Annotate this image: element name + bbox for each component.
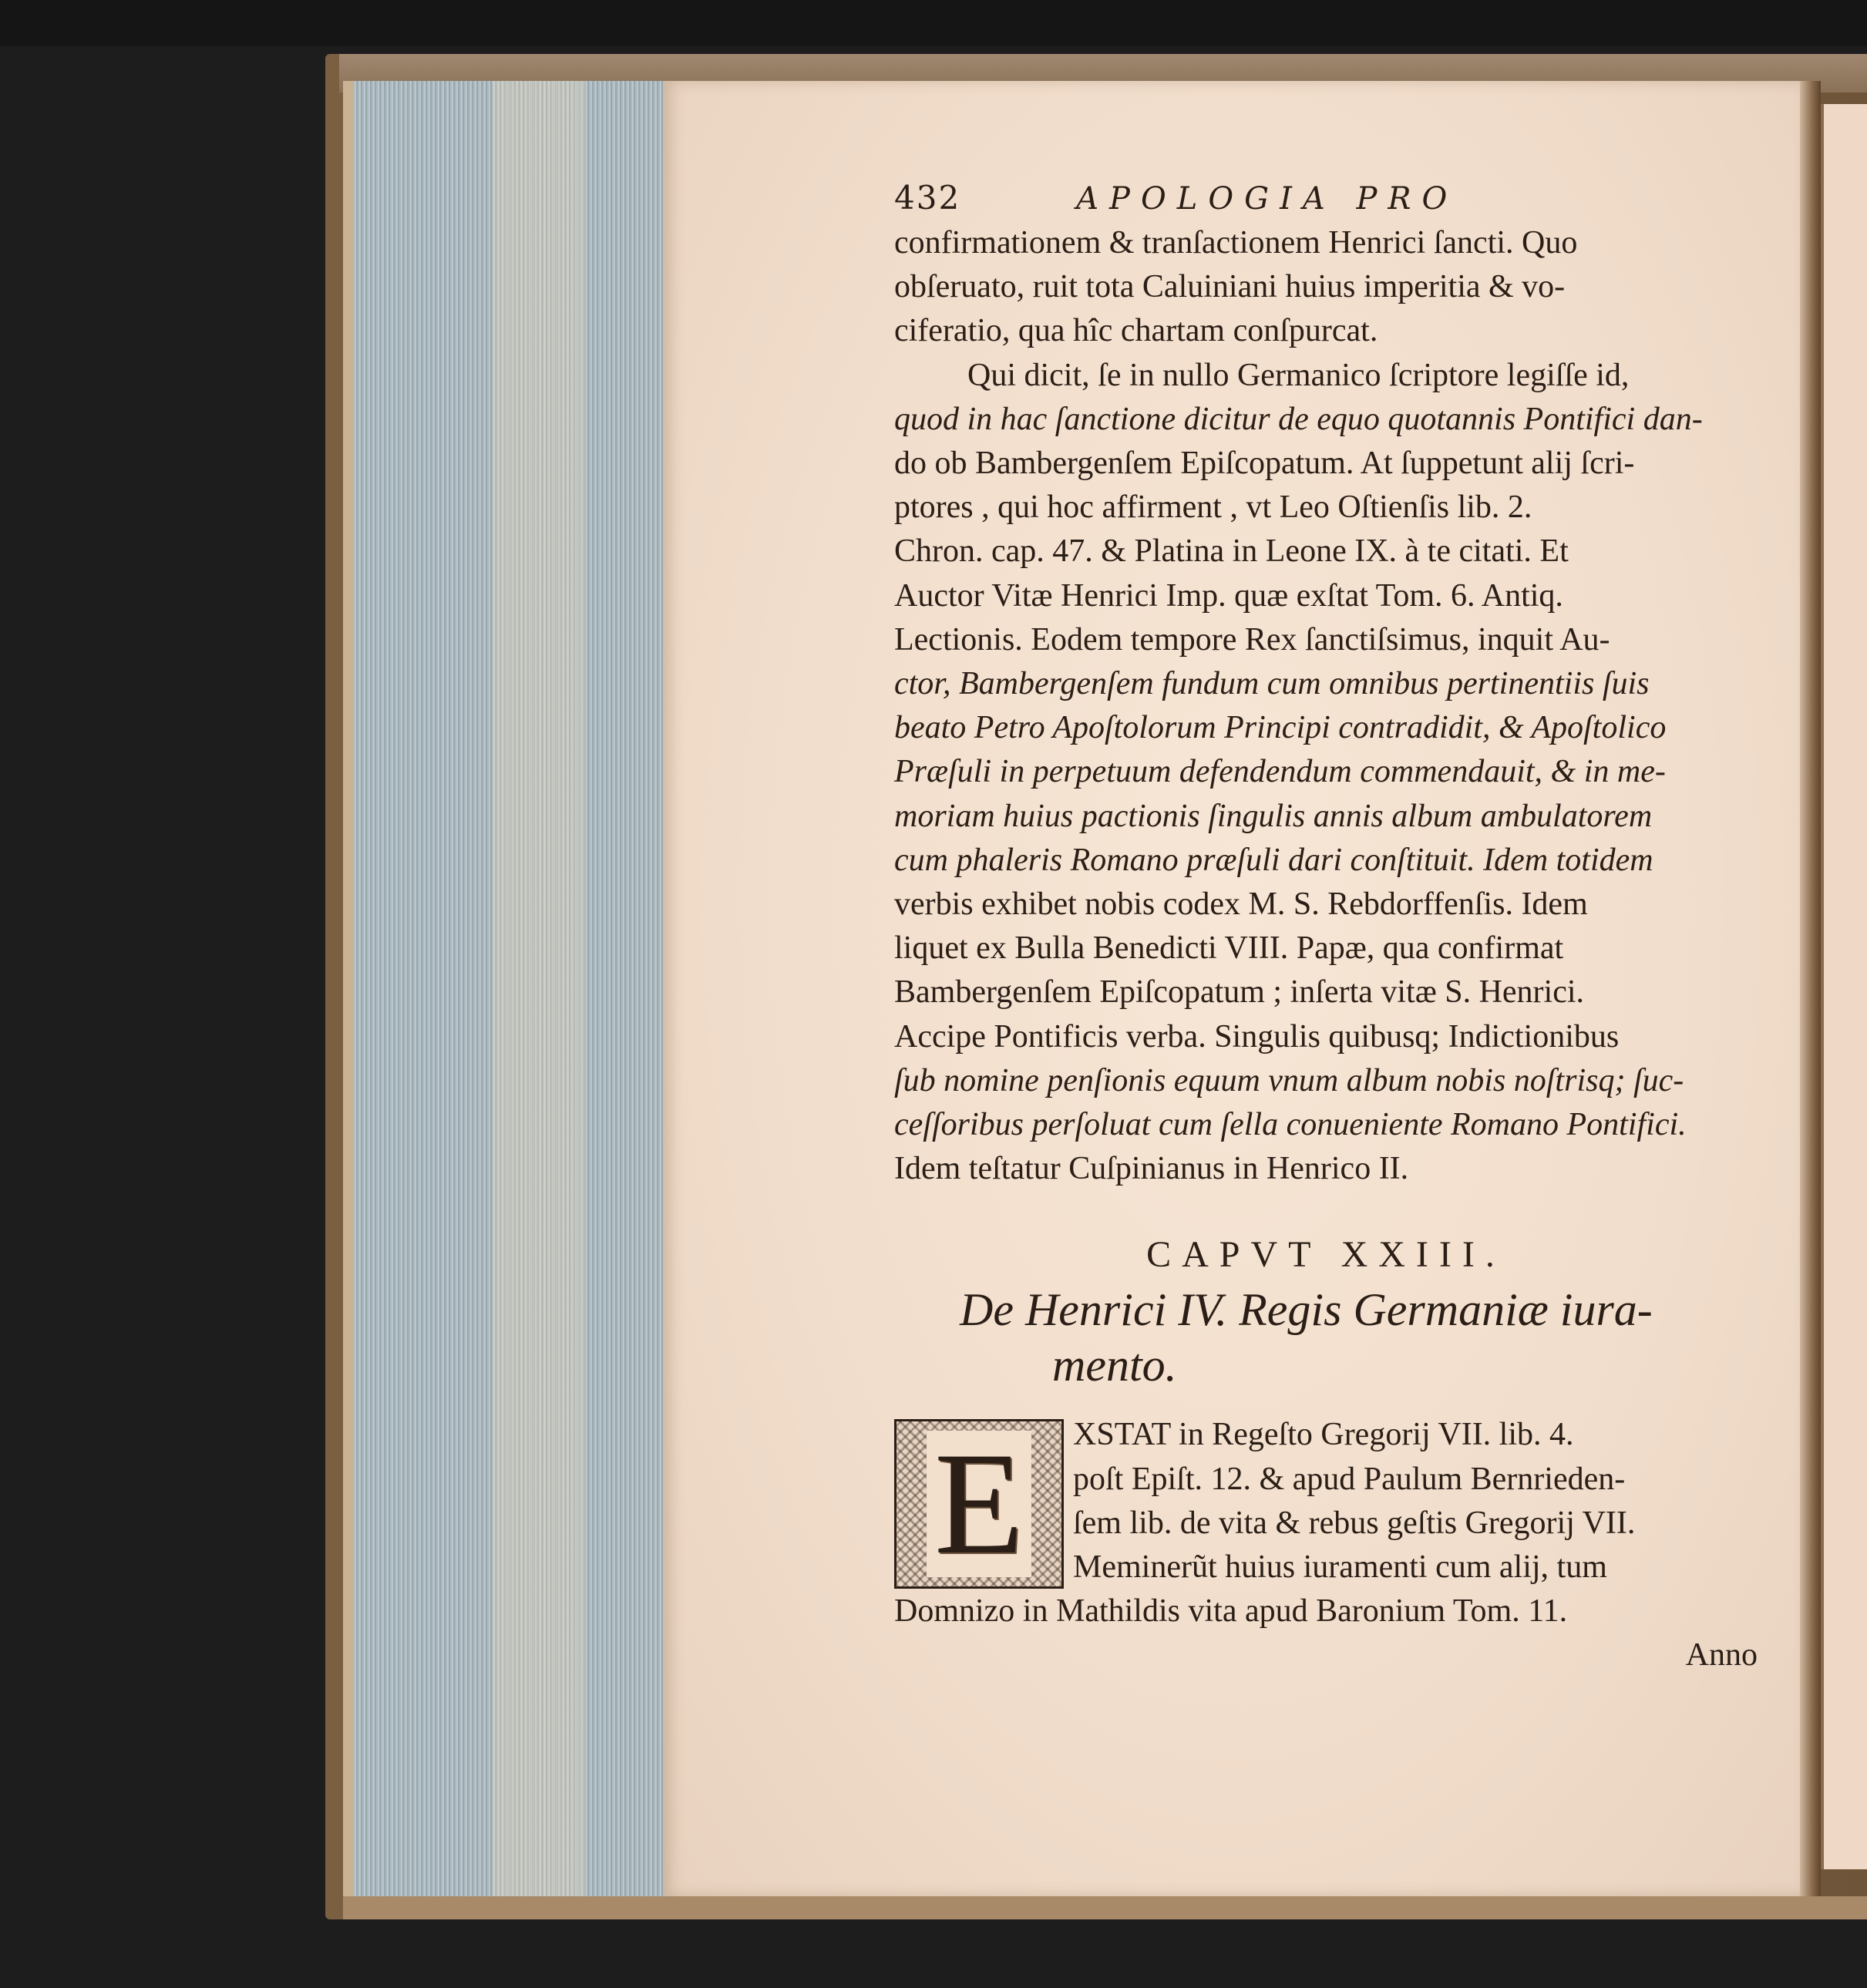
body-line: liquet ex Bulla Benedicti VIII. Papæ, qua confirmat xyxy=(894,930,1564,967)
body-line: Lectionis. Eodem tempore Rex ſanctiſsimus, inquit Au- xyxy=(894,621,1610,658)
body-line: ſub nomine penſionis equum vnum album nobis noſtrisq; ſuc- xyxy=(894,1062,1684,1098)
running-title: APOLOGIA PRO xyxy=(1076,181,1458,217)
chapter-paragraph-full-lines xyxy=(894,1589,1758,1633)
decorated-initial-letter: E xyxy=(927,1431,1031,1577)
body-line: cum phaleris Romano præſuli dari conſtituit. Idem totidem xyxy=(894,842,1653,878)
body-line: Chron. cap. 47. & Platina in Leone IX. à te citati. Et xyxy=(894,533,1569,570)
chapter-subtitle-line-1: De Henrici IV. Regis Germaniæ iura- xyxy=(960,1284,1653,1336)
page-fore-edge xyxy=(343,81,674,1896)
body-line: Præſuli in perpetuum defendendum commendauit, & in me- xyxy=(894,754,1666,790)
body-line: ptores , qui hoc affirment , vt Leo Oſtienſis lib. 2. xyxy=(894,489,1532,526)
body-line: ctor, Bambergenſem fundum cum omnibus pertinentiis ſuis xyxy=(894,666,1650,702)
book-bottom-edge xyxy=(343,1896,1867,1919)
body-line: confirmationem & tranſactionem Henrici ſancti. Quo xyxy=(894,225,1578,261)
body-line: ciferatio, qua hîc chartam conſpurcat. xyxy=(894,313,1378,349)
running-head xyxy=(894,176,1758,221)
body-text xyxy=(894,221,1758,1191)
paragraph-line: ſem lib. de vita & rebus geſtis Gregorij VII. xyxy=(1073,1505,1636,1541)
decorated-initial xyxy=(894,1419,1064,1589)
chapter-subtitle-line-2: mento. xyxy=(1052,1340,1177,1391)
paragraph-line: Meminerũt huius iuramenti cum alij, tum xyxy=(1073,1549,1607,1586)
body-line: Qui dicit, ſe in nullo Germanico ſcriptore legiſſe id, xyxy=(967,357,1630,393)
body-line: Bambergenſem Epiſcopatum ; inſerta vitæ S. Henrici. xyxy=(894,974,1585,1011)
body-line: do ob Bambergenſem Epiſcopatum. At ſuppetunt alij ſcri- xyxy=(894,446,1635,482)
facing-page-edge xyxy=(1821,104,1867,1869)
paragraph-line: Domnizo in Mathildis vita apud Baronium Tom. 11. xyxy=(894,1593,1568,1630)
body-line: Auctor Vitæ Henrici Imp. quæ exſtat Tom. 6. Antiq. xyxy=(894,577,1563,614)
body-line: moriam huius pactionis ſingulis annis album ambulatorem xyxy=(894,798,1653,834)
body-line: quod in hac ſanctione dicitur de equo quotannis Pontifici dan- xyxy=(894,401,1703,437)
body-line: Idem teſtatur Cuſpinianus in Henrico II. xyxy=(894,1151,1409,1187)
chapter-heading: CAPVT XXIII. xyxy=(1146,1234,1505,1276)
catchword: Anno xyxy=(1685,1637,1758,1673)
body-line: ceſſoribus perſoluat cum ſella conueniente Romano Pontifici. xyxy=(894,1107,1687,1143)
body-line: beato Petro Apoſtolorum Principi contradidit, & Apoſtolico xyxy=(894,710,1667,746)
chapter-paragraph xyxy=(894,1413,1758,1677)
body-line: Accipe Pontificis verba. Singulis quibusq; Indictionibus xyxy=(894,1018,1620,1055)
body-line: verbis exhibet nobis codex M. S. Rebdorffenſis. Idem xyxy=(894,886,1588,923)
book-gutter xyxy=(1800,81,1821,1896)
background-top xyxy=(0,0,1867,46)
paragraph-line: poſt Epiſt. 12. & apud Paulum Bernrieden- xyxy=(1073,1461,1626,1497)
text-block xyxy=(894,176,1758,1678)
body-line: obſeruato, ruit tota Caluiniani huius imperitia & vo- xyxy=(894,269,1566,305)
page-number: 432 xyxy=(894,179,961,217)
paragraph-line: XSTAT in Regeſto Gregorij VII. lib. 4. xyxy=(1073,1417,1574,1453)
